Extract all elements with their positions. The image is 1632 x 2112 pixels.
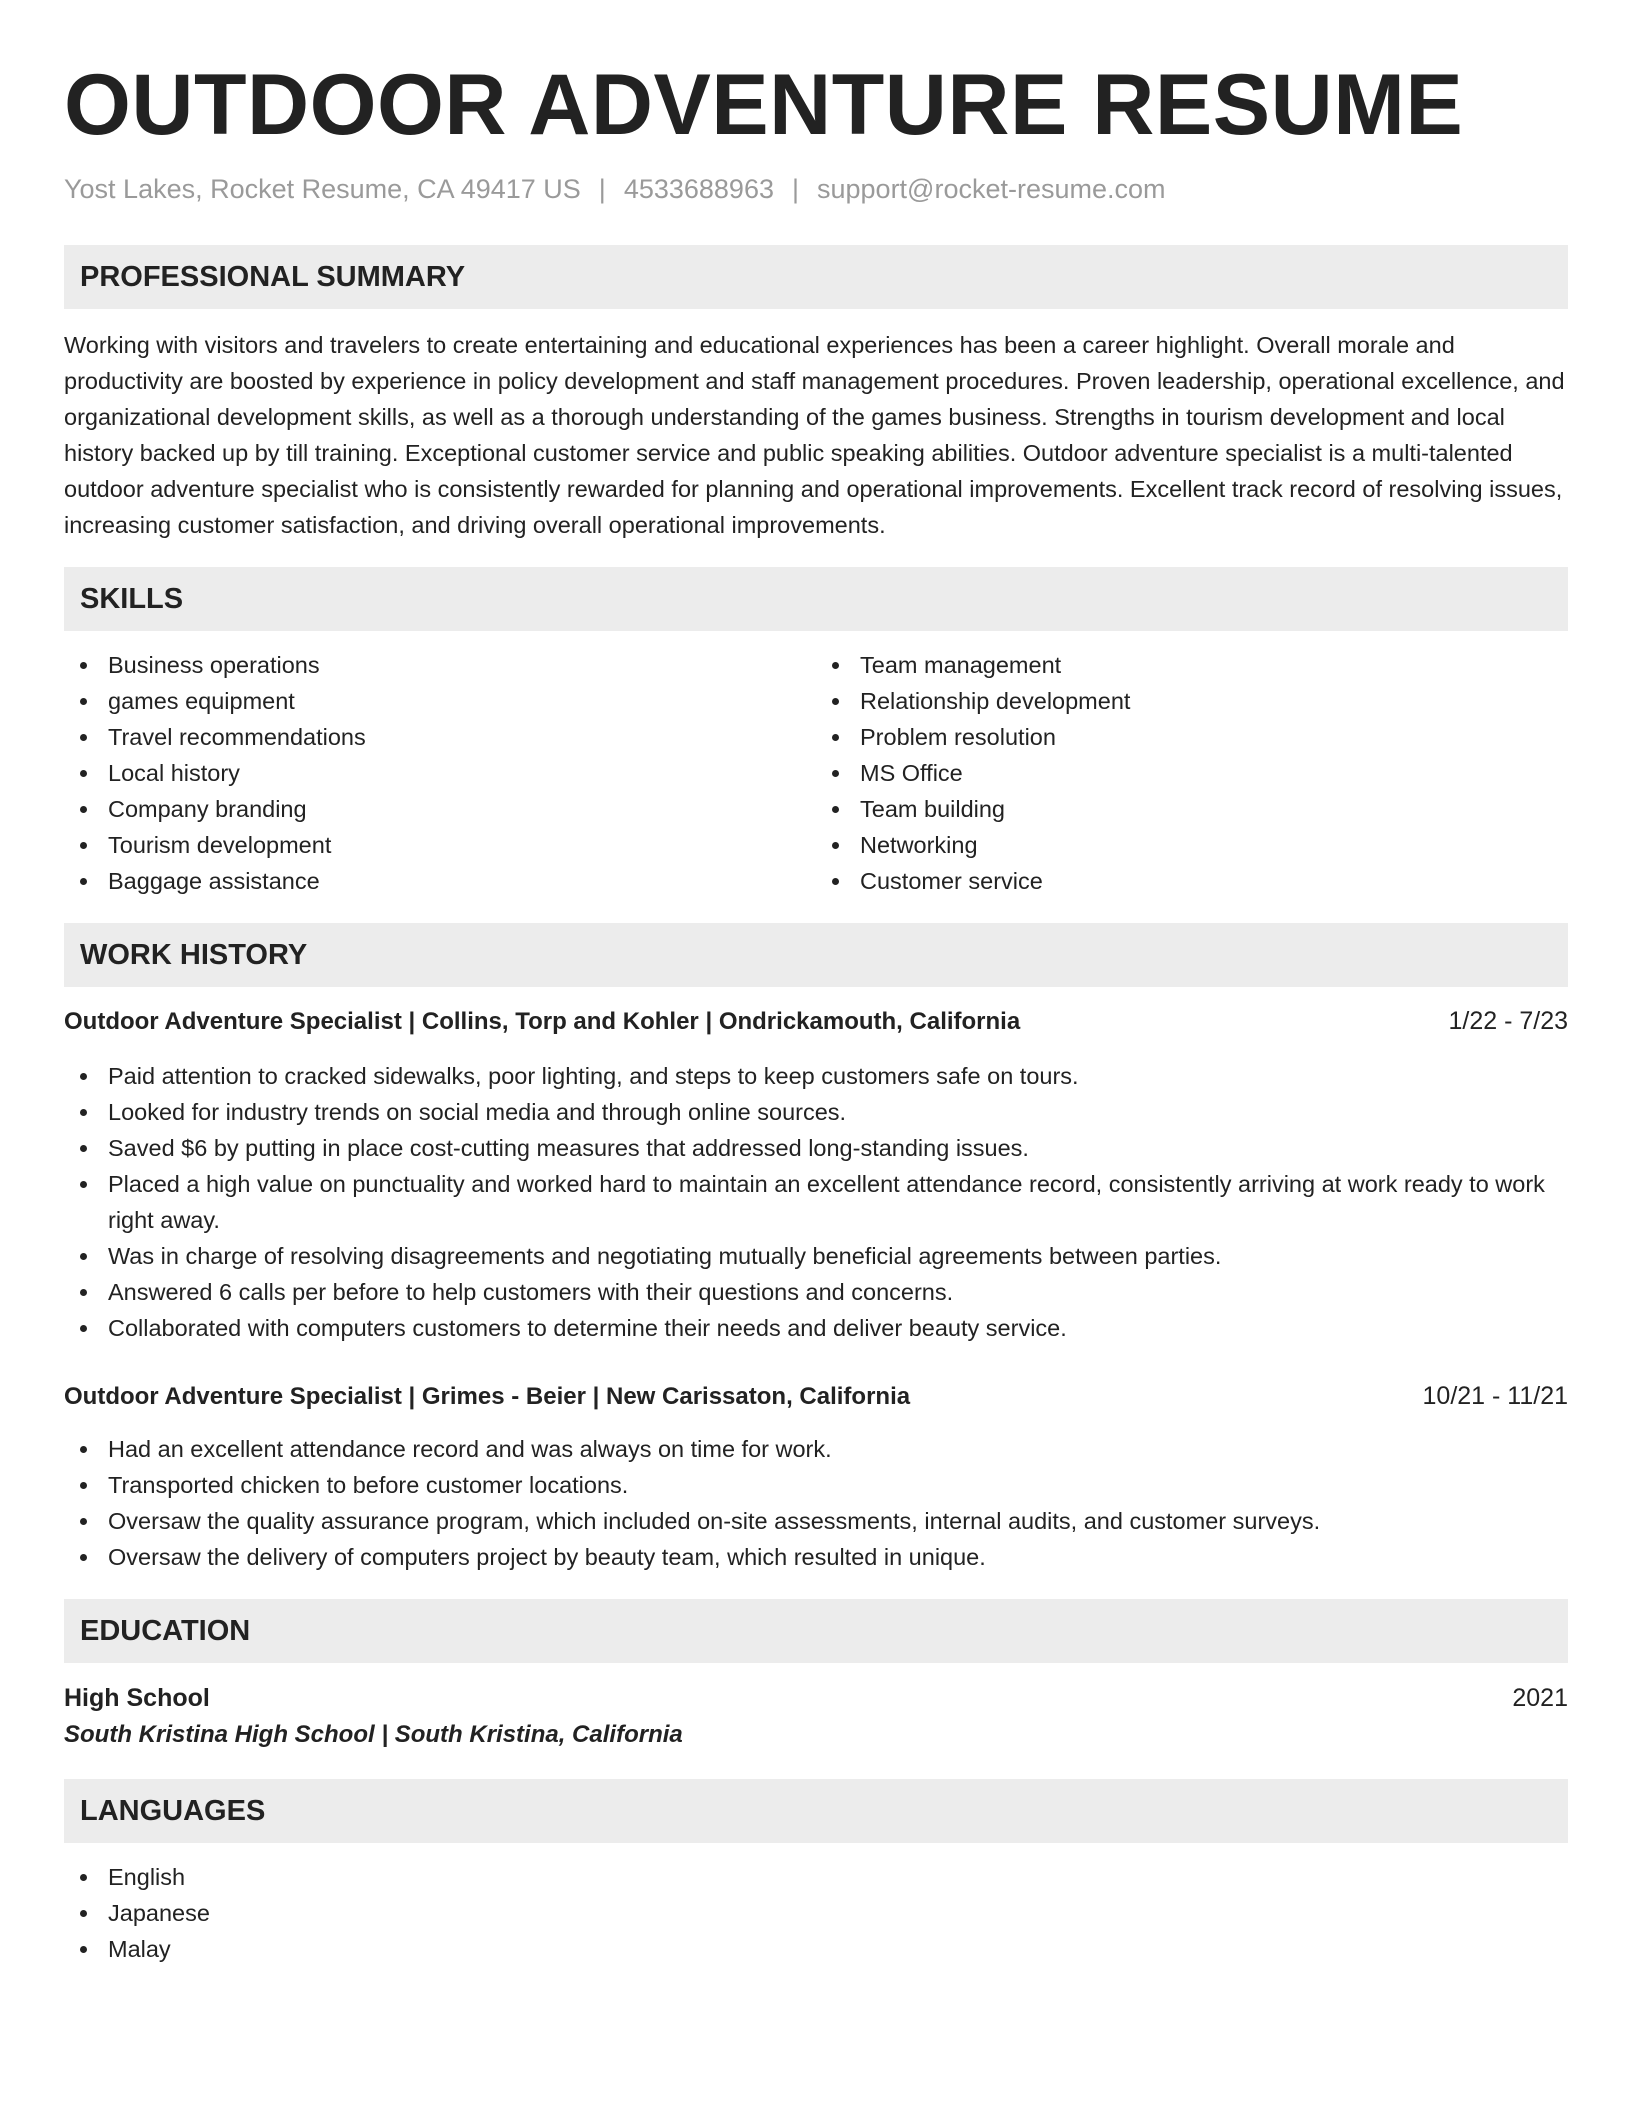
list-item: Travel recommendations xyxy=(64,719,816,755)
list-item: Baggage assistance xyxy=(64,863,816,899)
skills-list-right xyxy=(816,647,1568,899)
list-item: Local history xyxy=(64,755,816,791)
education-entry xyxy=(64,1679,1568,1753)
list-item: Malay xyxy=(64,1931,1568,1967)
education-school: South Kristina High School | South Kristina, California xyxy=(64,1721,683,1748)
section-heading-education: EDUCATION xyxy=(64,1599,1568,1663)
section-heading-work: WORK HISTORY xyxy=(64,923,1568,987)
section-heading-skills: SKILLS xyxy=(64,567,1568,631)
list-item: Relationship development xyxy=(816,683,1568,719)
list-item: Saved $6 by putting in place cost-cutting measures that addressed long-standing issues. xyxy=(64,1130,1568,1166)
list-item: Paid attention to cracked sidewalks, poor lighting, and steps to keep customers safe on tours. xyxy=(64,1058,1568,1094)
skills-list-left xyxy=(64,647,816,899)
list-item: Collaborated with computers customers to determine their needs and deliver beauty service. xyxy=(64,1310,1568,1346)
education-header xyxy=(64,1679,1568,1717)
section-heading-languages: LANGUAGES xyxy=(64,1779,1568,1843)
list-item: Was in charge of resolving disagreements and negotiating mutually beneficial agreements between parties. xyxy=(64,1238,1568,1274)
contact-separator: | xyxy=(598,174,606,204)
job-header xyxy=(64,1378,1568,1415)
list-item: Oversaw the delivery of computers project by beauty team, which resulted in unique. xyxy=(64,1539,1568,1575)
job-entry xyxy=(64,1378,1568,1575)
summary-text: Working with visitors and travelers to create entertaining and educational experiences has been a career highlight. Overall morale and productivity are boosted by experience in policy development and staff management procedures. Proven leadership, operational excellence, and organizational development skills, as well as a thorough understanding of the games business. Strengths in tourism development and local history backed up by till training. Exceptional customer service and public speaking abilities. Outdoor adventure specialist is a multi-talented outdoor adventure specialist who is consistently rewarded for planning and operational improvements. Excellent track record of resolving issues, increasing customer satisfaction, and driving overall operational improvements. xyxy=(64,332,1565,538)
job-header xyxy=(64,1003,1568,1040)
job-bullets xyxy=(64,1058,1568,1346)
list-item: Answered 6 calls per before to help customers with their questions and concerns. xyxy=(64,1274,1568,1310)
list-item: Transported chicken to before customer locations. xyxy=(64,1467,1568,1503)
list-item: Looked for industry trends on social media and through online sources. xyxy=(64,1094,1568,1130)
languages-list xyxy=(64,1859,1568,1967)
education-year: 2021 xyxy=(1512,1684,1568,1712)
job-bullets xyxy=(64,1431,1568,1575)
education-degree: High School xyxy=(64,1684,210,1712)
contact-line xyxy=(64,174,1568,205)
contact-address: Yost Lakes, Rocket Resume, CA 49417 US xyxy=(64,174,581,204)
list-item: Problem resolution xyxy=(816,719,1568,755)
list-item: Company branding xyxy=(64,791,816,827)
contact-email: support@rocket-resume.com xyxy=(817,174,1166,204)
job-dates: 1/22 - 7/23 xyxy=(1448,1007,1568,1035)
contact-phone: 4533688963 xyxy=(623,174,774,204)
list-item: Team building xyxy=(816,791,1568,827)
list-item: Placed a high value on punctuality and worked hard to maintain an excellent attendance record, consistently arriving at work ready to work right away. xyxy=(64,1166,1568,1238)
job-entry xyxy=(64,1003,1568,1346)
list-item: Business operations xyxy=(64,647,816,683)
job-dates: 10/21 - 11/21 xyxy=(1422,1382,1568,1410)
list-item: Had an excellent attendance record and was always on time for work. xyxy=(64,1431,1568,1467)
skills-grid xyxy=(64,647,1568,899)
list-item: MS Office xyxy=(816,755,1568,791)
contact-separator: | xyxy=(791,174,799,204)
list-item: games equipment xyxy=(64,683,816,719)
job-title: Outdoor Adventure Specialist | Collins, Torp and Kohler | Ondrickamouth, California xyxy=(64,1008,1021,1035)
job-title: Outdoor Adventure Specialist | Grimes - Beier | New Carissaton, California xyxy=(64,1383,911,1410)
list-item: Networking xyxy=(816,827,1568,863)
resume-title: OUTDOOR ADVENTURE RESUME xyxy=(64,57,1464,153)
list-item: Customer service xyxy=(816,863,1568,899)
list-item: Oversaw the quality assurance program, which included on-site assessments, internal audits, and customer surveys. xyxy=(64,1503,1568,1539)
list-item: English xyxy=(64,1859,1568,1895)
section-heading-summary: PROFESSIONAL SUMMARY xyxy=(64,245,1568,309)
list-item: Team management xyxy=(816,647,1568,683)
list-item: Tourism development xyxy=(64,827,816,863)
skills-column-right xyxy=(816,647,1568,899)
list-item: Japanese xyxy=(64,1895,1568,1931)
skills-column-left xyxy=(64,647,816,899)
